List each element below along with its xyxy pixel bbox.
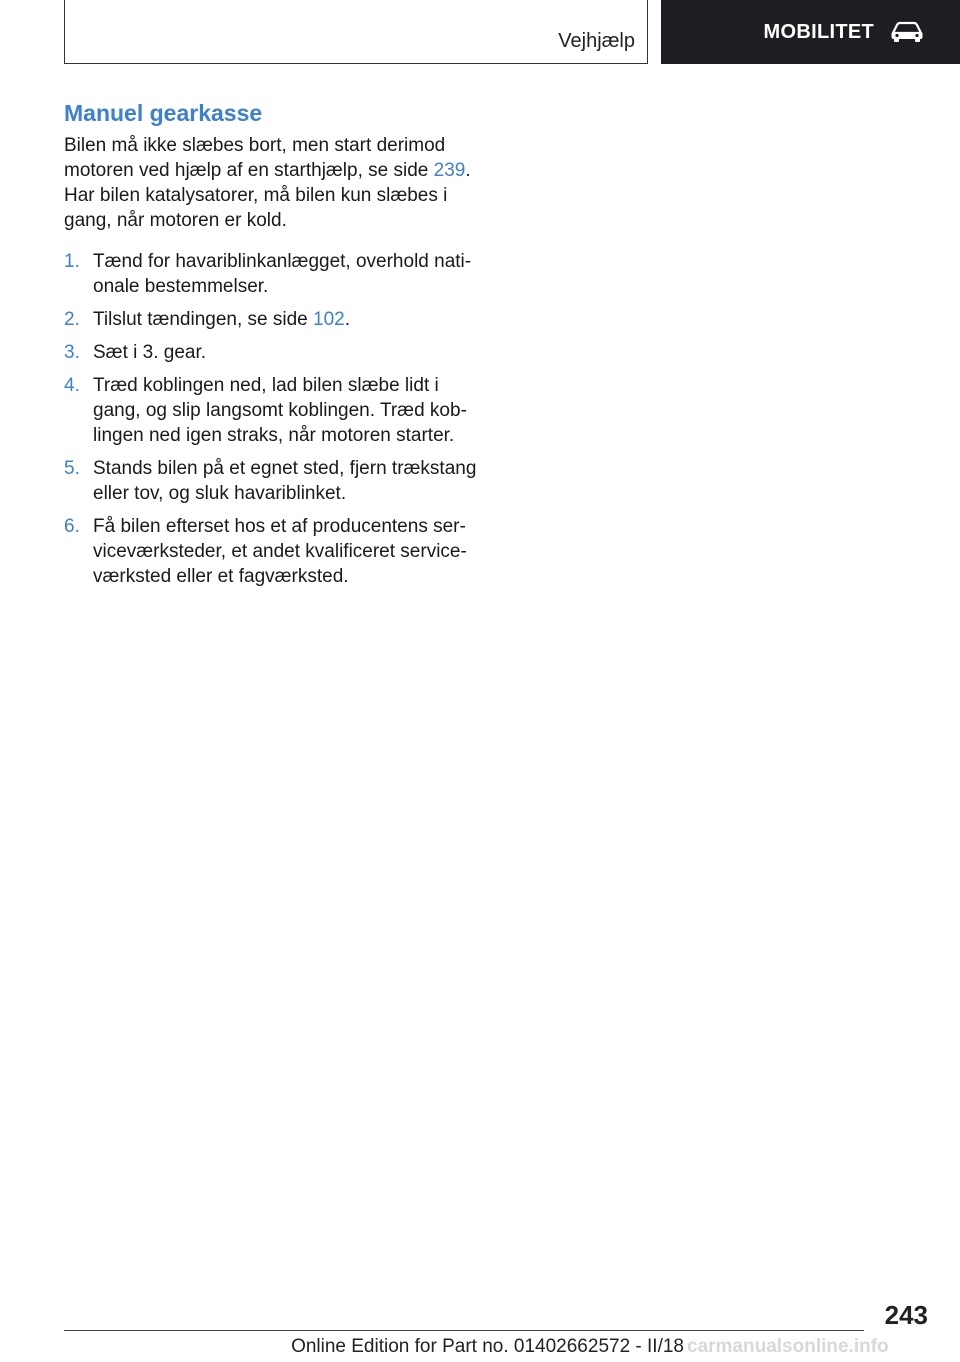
- steps-list: [64, 249, 484, 589]
- page-link-102[interactable]: 102: [313, 309, 345, 330]
- list-item: [64, 456, 484, 506]
- list-item: [64, 340, 484, 365]
- list-item: [64, 514, 484, 589]
- list-item: [64, 249, 484, 299]
- intro-text: Bilen må ikke slæbes bort, men start derimod motoren ved hjælp af en starthjælp, se side: [64, 135, 446, 181]
- step-text: Træd koblingen ned, lad bilen slæbe lidt i gang, og slip langsomt koblingen. Træd koblingen ned igen straks, når motoren starter.: [93, 375, 467, 446]
- intro-paragraph: [64, 133, 484, 183]
- step-number: 3.: [64, 342, 80, 363]
- step-number: 4.: [64, 375, 80, 396]
- car-icon: [890, 21, 924, 43]
- step-text: Stands bilen på et egnet sted, fjern trækstang eller tov, og sluk havariblinket.: [93, 458, 477, 504]
- step-text: Sæt i 3. gear.: [93, 342, 207, 363]
- section-title: Vejhjælp: [558, 30, 635, 52]
- footer-divider: [64, 1330, 864, 1331]
- step-text: Få bilen efterset hos et af producentens serviceværksteder, et andet kvalificeret serviceværksted eller et fagværksted.: [93, 516, 467, 587]
- page-link-239[interactable]: 239: [433, 160, 466, 181]
- step-number: 1.: [64, 251, 80, 272]
- page-number: 243: [884, 1300, 928, 1330]
- chapter-tab[interactable]: [661, 0, 960, 64]
- main-content: [64, 100, 484, 597]
- list-item: [64, 307, 484, 332]
- footer-edition: Online Edition for Part no. 01402662572 - II/18: [291, 1336, 684, 1357]
- watermark: carmanualsonline.info: [687, 1336, 889, 1357]
- step-number: 5.: [64, 458, 80, 479]
- chapter-tab-label: MOBILITET: [763, 20, 874, 43]
- step-text: Tilslut tændingen, se side: [93, 309, 314, 330]
- intro-punctuation: .: [465, 160, 471, 181]
- list-item: [64, 373, 484, 448]
- step-punctuation: .: [344, 309, 351, 330]
- step-number: 2.: [64, 309, 80, 330]
- step-number: 6.: [64, 516, 80, 537]
- step-text: Tænd for havariblinkanlægget, overhold nationale bestemmelser.: [93, 251, 472, 297]
- intro-paragraph-2: Har bilen katalysatorer, må bilen kun slæbes i gang, når motoren er kold.: [64, 185, 448, 231]
- section-heading: Manuel gearkasse: [64, 100, 263, 126]
